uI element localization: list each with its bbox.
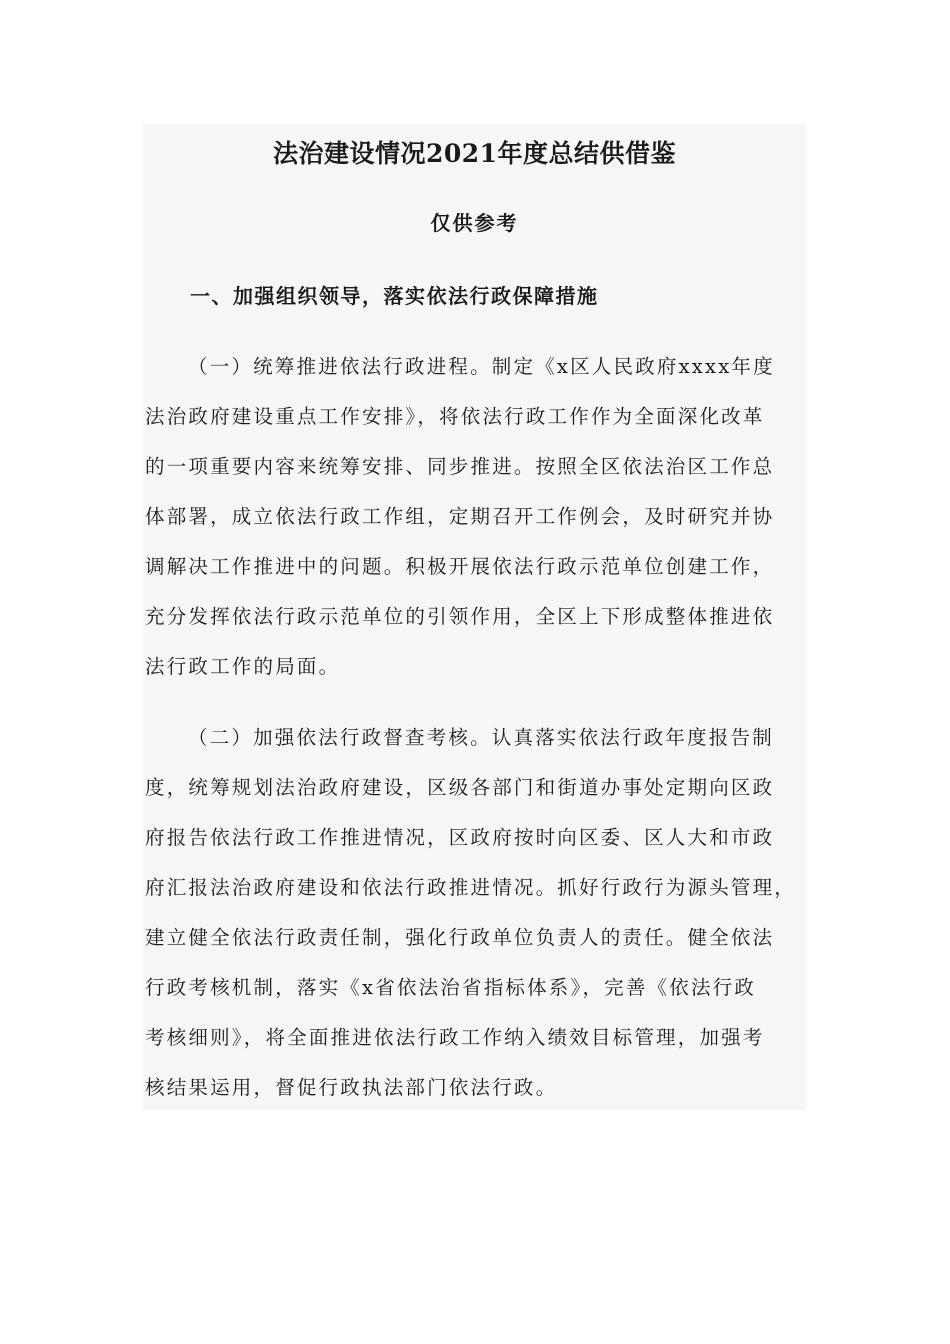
paragraph-line: 法治政府建设重点工作安排》，将依法行政工作作为全面深化改革 <box>145 405 765 428</box>
paragraph-line: （一）统筹推进依法行政进程。制定《x区人民政府xxxx年度 <box>188 355 775 378</box>
paragraph-line: 核结果运用，督促行政执法部门依法行政。 <box>145 1076 558 1099</box>
paragraph-line: 府汇报法治政府建设和依法行政推进情况。抓好行政行为源头管理， <box>145 876 797 899</box>
paragraph-line: 的一项重要内容来统筹安排、同步推进。按照全区依法治区工作总 <box>145 455 775 478</box>
paragraph-2 <box>145 713 805 1113</box>
paragraph-1 <box>145 342 805 692</box>
paragraph-line: 调解决工作推进中的问题。积极开展依法行政示范单位创建工作， <box>145 555 775 578</box>
paragraph-line: 府报告依法行政工作推进情况，区政府按时向区委、区人大和市政 <box>145 826 775 849</box>
paragraph-line: 考核细则》，将全面推进依法行政工作纳入绩效目标管理，加强考 <box>145 1026 765 1049</box>
document-subtitle: 仅供参考 <box>430 211 519 235</box>
paragraph-line: 体部署，成立依法行政工作组，定期召开工作例会，及时研究并协 <box>145 505 775 528</box>
document-title: 法治建设情况2021年度总结供借鉴 <box>272 139 677 168</box>
paragraph-line: 充分发挥依法行政示范单位的引领作用，全区上下形成整体推进依 <box>145 605 775 628</box>
section-heading: 一、加强组织领导，落实依法行政保障措施 <box>190 284 599 308</box>
paragraph-line: 行政考核机制，落实《x省依法治省指标体系》，完善《依法行政 <box>145 976 757 999</box>
paragraph-line: 度，统筹规划法治政府建设，区级各部门和街道办事处定期向区政 <box>145 776 775 799</box>
paragraph-line: （二）加强依法行政督查考核。认真落实依法行政年度报告制 <box>188 726 774 749</box>
paragraph-line: 建立健全依法行政责任制，强化行政单位负责人的责任。健全依法 <box>145 926 775 949</box>
paragraph-line: 法行政工作的局面。 <box>145 655 341 678</box>
